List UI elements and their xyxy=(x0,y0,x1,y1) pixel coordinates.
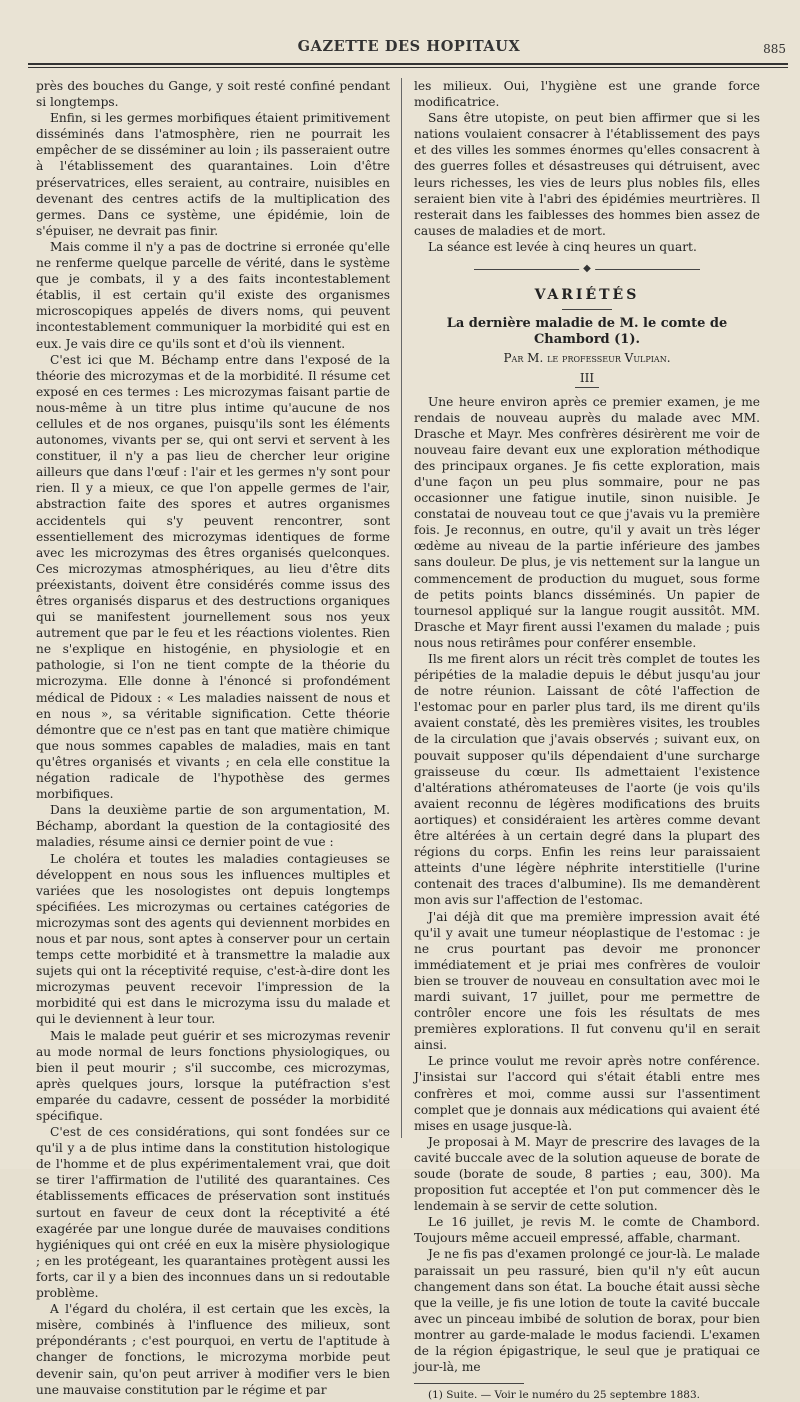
paragraph: J'ai déjà dit que ma première impression avait été qu'il y avait une tumeur néoplastique de l'estomac : je ne crus pourtant pas devoir me prononcer immédiatement et je priai mes confrères de vouloir bien se trouver de nouveau en consultation avec moi le mardi suivant, 17 juillet, pour me permettre de contrôler encore une fois les résultats de mes premières explorations. Il fut convenu qu'il en serait ainsi. xyxy=(414,909,760,1053)
paragraph: Le 16 juillet, je revis M. le comte de Chambord. Toujours même accueil empressé, affable, charmant. xyxy=(414,1215,760,1246)
paragraph: C'est ici que M. Béchamp entre dans l'exposé de la théorie des microzymas et de la morbidité. Il résume cet exposé en ces termes : Les microzymas faisant partie de nous-même à un titre plus intime qu'aucune de nos cellules et de nos organes, puisqu'ils sont les éléments autonomes, vivants per se, qui ont servi et servent à les constituer, il n'y a pas lieu de chercher leur origine ailleurs que dans l'œuf : l'air et les germes n'y sont pour rien. Il y a mieux, ce que l'on appelle germes de l'air, abstraction faite des spores et autres organismes accidentels qui s'y peuvent rencontrer, sont essentiellement des microzymas identiques de forme avec les microzymas des êtres organisés quelconques. Ces microzymas atmosphériques, au lieu d'être dits préexistants, doivent être considérés comme issus des êtres organisés disparus et des destructions organiques qui se manifestent journellement sous nos yeux autrement que par le feu et les réactions violentes. Rien ne s'explique en histogénie, en physiologie et en pathologie, si l'on ne tient compte de la théorie du microzyma. Elle donne à l'énoncé si profondément médical de Pidoux : « Les maladies naissent de nous et en nous », sa véritable signification. Cette théorie démontre que ce n'est pas en tant que matière chimique que nous sommes capables de maladies, mais en tant qu'êtres organisés et vivants ; en cela elle constitue la négation radicale de l'hypothèse des germes morbifiques. xyxy=(36,352,390,802)
paragraph: Une heure environ après ce premier examen, je me rendais de nouveau auprès du malade avec MM. Drasche et Mayr. Mes confrères désirèrent me voir de nouveau faire devant eux une exploration méthodique des principaux organes. Je fis cette exploration, mais d'une façon un peu plus sommaire, pour ne pas occasionner une fatigue inutile, sinon nuisible. Je constatai de nouveau tout ce que j'avais vu la première fois. Je reconnus, en outre, qu'il y avait un très léger œdème au niveau de la partie inférieure des jambes sans douleur. De plus, je vis nettement sur la langue un commencement de production du muguet, sous forme de petits points blancs disséminés. Un papier de tournesol appliqué sur la langue rougit aussitôt. MM. Drasche et Mayr firent aussi l'examen du malade ; puis nous nous retirâmes pour conférer ensemble. xyxy=(414,394,760,650)
paragraph: Le prince voulut me revoir après notre conférence. J'insistai sur l'accord qui s'était établi entre mes confrères et moi, comme aussi sur l'assentiment complet que je donnais aux médications qui avaient été mises en usage jusque-là. xyxy=(414,1054,760,1133)
paragraph: Mais comme il n'y a pas de doctrine si erronée qu'elle ne renferme quelque parcelle de vérité, dans le système que je combats, il y a des faits incontestablement établis, il est certain qu'il existe des organismes microscopiques appelés de divers noms, qui peuvent incontestablement communiquer la morbidité qui est en eux. Je vais dire ce qu'ils sont et d'où ils viennent. xyxy=(36,239,390,351)
header-rule-thin xyxy=(28,67,788,68)
footnote: (1) Suite. — Voir le numéro du 25 septembre 1883. xyxy=(428,1389,700,1402)
paragraph: Dans la deuxième partie de son argumentation, M. Béchamp, abordant la question de la contagiosité des maladies, résume ainsi ce dernier point de vue : xyxy=(36,803,390,850)
left-column xyxy=(36,78,390,1397)
paragraph: les milieux. Oui, l'hygiène est une grande force modificatrice. xyxy=(414,79,760,110)
paragraph: Je proposai à M. Mayr de prescrire des lavages de la cavité buccale avec de la solution aqueuse de borate de soude (borate de soude, 8 parties ; eau, 300). Ma proposition fut acceptée et l'on put commencer dès le lendemain à se servir de cette solution. xyxy=(414,1134,760,1214)
paragraph: Je ne fis pas d'examen prolongé ce jour-là. Le malade paraissait un peu rassuré, bien qu'il n'y eût aucun changement dans son état. La bouche était aussi sèche que la veille, je fis une lotion de toute la cavité buccale avec un pinceau imbibé de solution de borax, pour bien montrer au garde-malade le modus faciendi. L'examen de la région épigastrique, le seul que je pratiquai ce jour-là, me xyxy=(414,1247,760,1375)
page-number: 885 xyxy=(763,42,786,56)
paragraph: A l'égard du choléra, il est certain que les excès, la misère, combinés à l'influence des milieux, sont prépondérants ; c'est pourquoi, en vertu de l'aptitude à changer de fonctions, le microzyma morbide peut devenir sain, qu'on peut arriver à modifier vers le bien une mauvaise constitution par le régime et par xyxy=(36,1302,390,1397)
byline: Par M. le professeur Vulpian. xyxy=(503,351,671,366)
session-closing: La séance est levée à cinq heures un quart. xyxy=(428,239,697,254)
heading-rule xyxy=(562,309,612,310)
paragraph: près des bouches du Gange, y soit resté confiné pendant si longtemps. xyxy=(36,79,390,110)
part-rule xyxy=(575,387,599,388)
paragraph: Sans être utopiste, on peut bien affirmer que si les nations voulaient consacrer à l'établissement des pays et des villes les sommes énormes qu'elles consacrent à des guerres folles et désastreuses qui détruisent, avec leurs richesses, les vies de leurs plus nobles fils, elles seraient bien vite à l'abri des épidémies meurtrières. Il resterait dans les faiblesses des hommes bien assez de causes de maladies et de mort. xyxy=(414,111,760,238)
ornamental-separator xyxy=(474,263,700,277)
footnote-rule xyxy=(414,1383,524,1384)
section-heading: VARIÉTÉS xyxy=(534,287,640,304)
paragraph: Enfin, si les germes morbifiques étaient primitivement disséminés dans l'atmosphère, rien ne pourrait les empêcher de se disséminer au loin ; ils passeraient outre à l'établissement des quarantaines. Loin d'être préservatrices, elles seraient, au contraire, nuisibles en devenant des centres actifs de la multiplication des germes. Dans ce système, une épidémie, loin de s'épuiser, ne devrait pas finir. xyxy=(36,111,390,238)
paragraph: Ils me firent alors un récit très complet de toutes les péripéties de la maladie depuis le début jusqu'au jour de notre réunion. Laissant de côté l'affection de l'estomac pour en parler plus tard, ils me dirent qu'ils avaient constaté, dès les premières visites, les troubles de la circulation que j'avais observés ; suivant eux, on pouvait supposer qu'ils dépendaient d'une surcharge graisseuse du cœur. Ils admettaient l'existence d'altérations athéromateuses de l'aorte (je vois qu'ils avaient reconnu de légères modifications des bruits aortiques) et considéraient les artères comme devant être altérées à un certain degré dans la plupart des régions du corps. Enfin les reins leur paraissaient atteints d'une légère néphrite interstitielle (l'urine contenait des traces d'albumine). Ils me demandèrent mon avis sur l'affection de l'estomac. xyxy=(414,652,760,908)
paragraph: C'est de ces considérations, qui sont fondées sur ce qu'il y a de plus intime dans la constitution histologique de l'homme et de plus expérimentalement vrai, que doit se tirer l'affirmation de l'utilité des quarantaines. Ces établissements efficaces de préservation sont institués surtout en faveur de ceux dont la réceptivité a été exagérée par une longue durée de mauvaises conditions hygiéniques qui ont créé en eux la misère physiologique ; en les protégeant, les quarantaines protègent aussi les forts, car il y a bien des inconnues dans un si redoutable problème. xyxy=(36,1125,390,1301)
right-column xyxy=(414,78,760,1402)
header-rule xyxy=(28,63,788,65)
part-number: III xyxy=(579,371,595,386)
paragraph: Le choléra et toutes les maladies contagieuses se développent en nous sous les influences multiples et variées que les nosologistes ont depuis longtemps spécifiées. Les microzymas ou certaines catégories de microzymas sont des agents qui deviennent morbides en nous et par nous, sont aptes à conserver pour un certain temps cette morbidité et à transmettre la maladie aux sujets qui ont la réceptivité requise, c'est-à-dire dont les microzymas peuvent recevoir l'impression de la morbidité qui est dans le microzyma issu du malade et qui le deviennent à leur tour. xyxy=(36,851,390,1027)
journal-title: GAZETTE DES HOPITAUX xyxy=(297,38,521,55)
article-title: La dernière maladie de M. le comte de Chambord (1). xyxy=(446,316,728,348)
paragraph: Mais le malade peut guérir et ses microzymas revenir au mode normal de leurs fonctions physiologiques, ou bien il peut mourir ; s'il succombe, ces microzymas, après quelques jours, lorsque la putéfraction s'est emparée du cadavre, cessent de posséder la morbidité spécifique. xyxy=(36,1028,390,1123)
column-divider xyxy=(401,78,402,1138)
page-header xyxy=(30,36,788,66)
